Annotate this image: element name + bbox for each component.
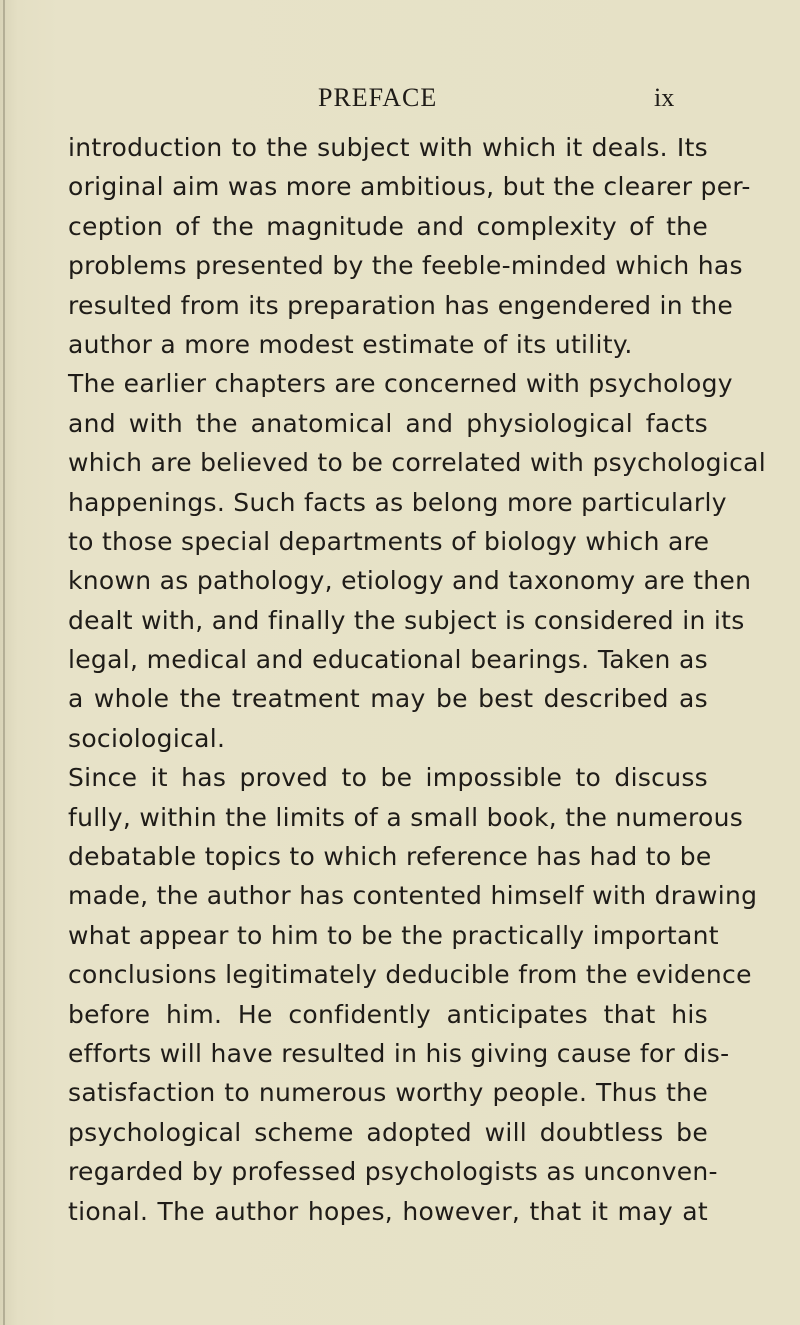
text-line: psychological scheme adopted will doubtless be: [68, 1117, 708, 1147]
text-line: legal, medical and educational bearings. Taken as: [68, 645, 708, 675]
text-line: a whole the treatment may be best described as: [68, 684, 708, 714]
body-text: [68, 128, 766, 1231]
text-line: introduction to the subject with which it deals. Its: [68, 133, 708, 162]
text-line: known as pathology, etiology and taxonomy are then: [68, 566, 752, 596]
text-line: what appear to him to be the practically important: [68, 920, 719, 950]
text-line: efforts will have resulted in his giving cause for dis-: [68, 1038, 730, 1068]
text-line: original aim was more ambitious, but the clearer per-: [68, 172, 751, 202]
text-line: made, the author has contented himself with drawing: [68, 881, 758, 911]
text-line: regarded by professed psychologists as unconven-: [68, 1157, 718, 1187]
text-line: ception of the magnitude and complexity of the: [68, 211, 708, 241]
text-line: happenings. Such facts as belong more particularly: [68, 487, 727, 517]
text-line: debatable topics to which reference has had to be: [68, 842, 712, 872]
text-line: sociological.: [68, 723, 226, 753]
text-line: before him. He confidently anticipates that his: [68, 999, 708, 1029]
text-line: resulted from its preparation has engendered in the: [68, 290, 734, 320]
text-line: Since it has proved to be impossible to discuss: [68, 763, 708, 793]
text-line: to those special departments of biology which are: [68, 526, 710, 556]
text-line: conclusions legitimately deducible from the evidence: [68, 960, 752, 990]
text-line: The earlier chapters are concerned with psychology: [68, 369, 733, 399]
text-line: fully, within the limits of a small book, the numerous: [68, 802, 744, 832]
page-gutter-edge: [3, 0, 5, 1325]
text-line: which are believed to be correlated with psychological: [68, 448, 766, 478]
page-header: [0, 82, 800, 122]
text-line: dealt with, and finally the subject is considered in its: [68, 605, 745, 635]
text-line: author a more modest estimate of its utility.: [68, 329, 633, 359]
text-line: problems presented by the feeble-minded which has: [68, 251, 743, 281]
page-number: ix: [654, 83, 675, 112]
text-line: and with the anatomical and physiological facts: [68, 408, 708, 438]
text-line: tional. The author hopes, however, that it may at: [68, 1196, 708, 1226]
running-head: PREFACE: [318, 83, 438, 112]
text-line: satisfaction to numerous worthy people. Thus the: [68, 1078, 708, 1108]
